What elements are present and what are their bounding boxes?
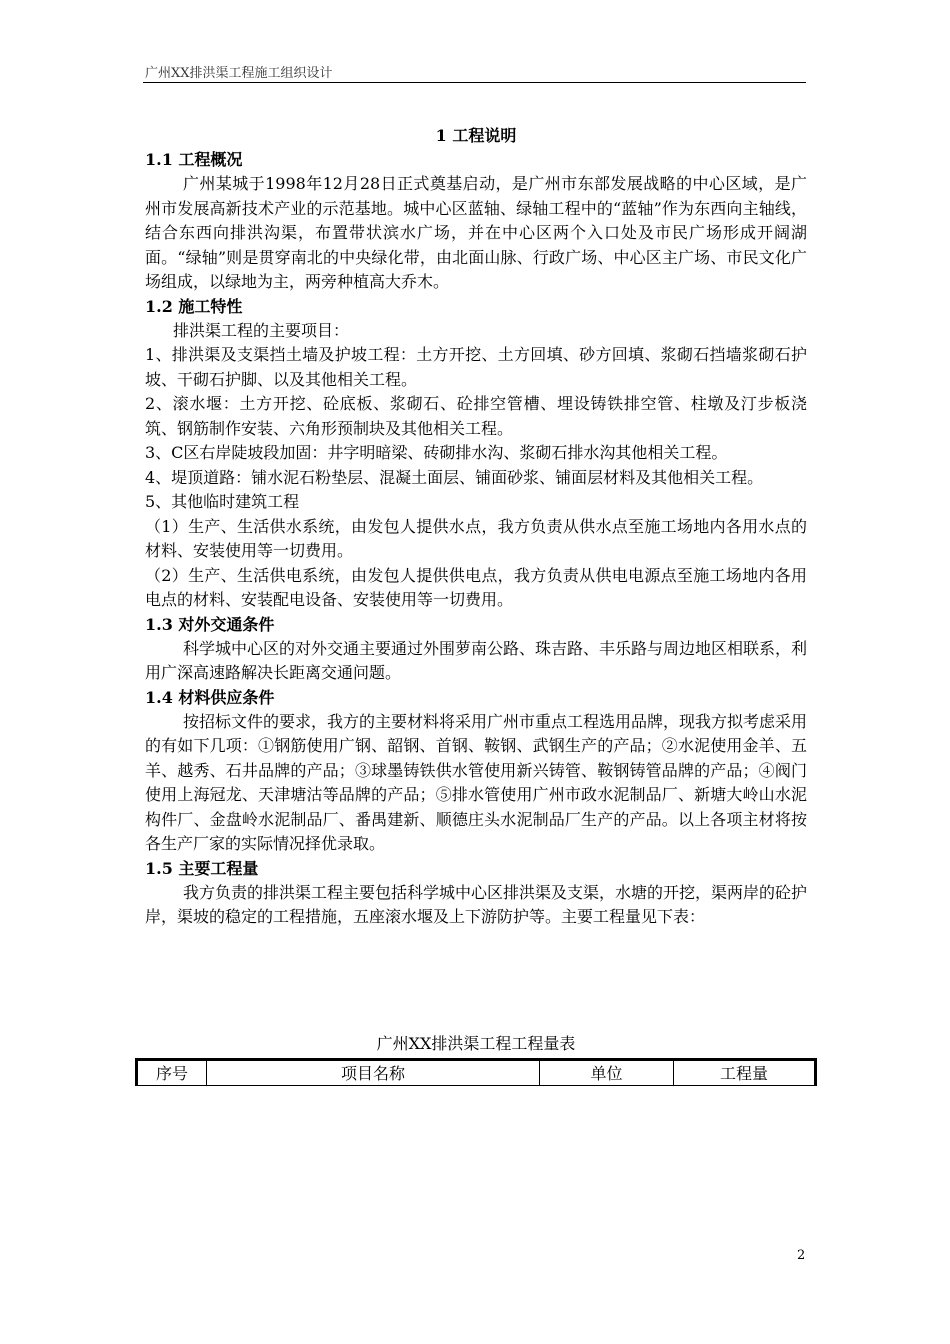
paragraph-overview: 广州某城于1998年12月28日正式奠基启动，是广州市东部发展战略的中心区域，是广州市发展高新技术产业的示范基地。城中心区蓝轴、绿轴工程中的“蓝轴”作为东西向主轴线，结合东西向排洪沟渠，布置带状滨水广场，并在中心区两个入口处及市民广场形成开阔湖面。“绿轴”则是贯穿南北的中央绿化带，由北面山脉、行政广场、中心区主广场、市民文化广场组成，以绿地为主，两旁种植高大乔木。	[145, 174, 807, 291]
running-header: 广州XX排洪渠工程施工组织设计	[145, 66, 333, 81]
list-item: 2、滚水堰：土方开挖、砼底板、浆砌石、砼排空管槽、埋设铸铁排空管、柱墩及汀步板浇筑、钢筋制作安装、六角形预制块及其他相关工程。	[145, 394, 807, 438]
document-body	[145, 124, 807, 1086]
chapter-title: 1 工程说明	[435, 126, 517, 145]
column-header-unit: 单位	[540, 1059, 674, 1085]
header-rule	[143, 82, 806, 83]
section-heading-1-5: 1.5 主要工程量	[145, 858, 259, 878]
spacer	[145, 930, 807, 1030]
section-heading-1-1: 1.1 工程概况	[145, 150, 243, 169]
list-item: （2）生产、生活供电系统，由发包人提供供电点，我方负责从供电电源点至施工场地内各用电点的材料、安装配电设备、安装使用等一切费用。	[145, 565, 807, 609]
column-header-index: 序号	[137, 1059, 207, 1085]
section-heading-1-2: 1.2 施工特性	[145, 296, 243, 316]
list-item: （1）生产、生活供水系统，由发包人提供水点，我方负责从供水点至施工场地内各用水点的材料、安装使用等一切费用。	[145, 516, 807, 560]
list-item: 4、堤顶道路：铺水泥石粉垫层、混凝土面层、铺面砂浆、铺面层材料及其他相关工程。	[145, 467, 764, 487]
list-item: 1、排洪渠及支渠挡土墙及护坡工程：土方开挖、土方回填、砂方回填、浆砌石挡墙浆砌石护坡、干砌石护脚、以及其他相关工程。	[145, 345, 807, 389]
list-item: 3、C区右岸陡坡段加固：井字明暗梁、砖砌排水沟、浆砌石排水沟其他相关工程。	[145, 443, 728, 462]
list-item: 5、其他临时建筑工程	[145, 492, 300, 511]
quantity-table	[135, 1058, 817, 1086]
paragraph-materials: 按招标文件的要求，我方的主要材料将采用广州市重点工程选用品牌，现我方拟考虑采用的有如下几项：①钢筋使用广钢、韶钢、首钢、鞍钢、武钢生产的产品；②水泥使用金羊、五羊、越秀、石井品牌的产品；③球墨铸铁供水管使用新兴铸管、鞍钢铸管品牌的产品；④阀门使用上海冠龙、天津塘沽等品牌的产品；⑤排水管使用广州市政水泥制品厂、新塘大岭山水泥构件厂、金盘岭水泥制品厂、番禺建新、顺德庄头水泥制品厂生产的产品。以上各项主材将按各生产厂家的实际情况择优录取。	[145, 711, 808, 853]
column-header-item: 项目名称	[207, 1059, 540, 1085]
section-heading-1-3: 1.3 对外交通条件	[145, 614, 275, 634]
paragraph-quantities: 我方负责的排洪渠工程主要包括科学城中心区排洪渠及支渠，水塘的开挖，渠两岸的砼护岸，渠坡的稳定的工程措施，五座滚水堰及上下游防护等。主要工程量见下表：	[145, 882, 808, 926]
page-number: 2	[797, 1248, 806, 1263]
paragraph-intro: 排洪渠工程的主要项目：	[173, 320, 350, 340]
paragraph-traffic: 科学城中心区的对外交通主要通过外围萝南公路、珠吉路、丰乐路与周边地区相联系，利用广深高速路解决长距离交通问题。	[145, 638, 808, 682]
column-header-quantity: 工程量	[719, 1064, 768, 1083]
section-heading-1-4: 1.4 材料供应条件	[145, 687, 275, 707]
table-header-row	[137, 1059, 816, 1085]
table-caption: 广州XX排洪渠工程工程量表	[376, 1033, 576, 1053]
